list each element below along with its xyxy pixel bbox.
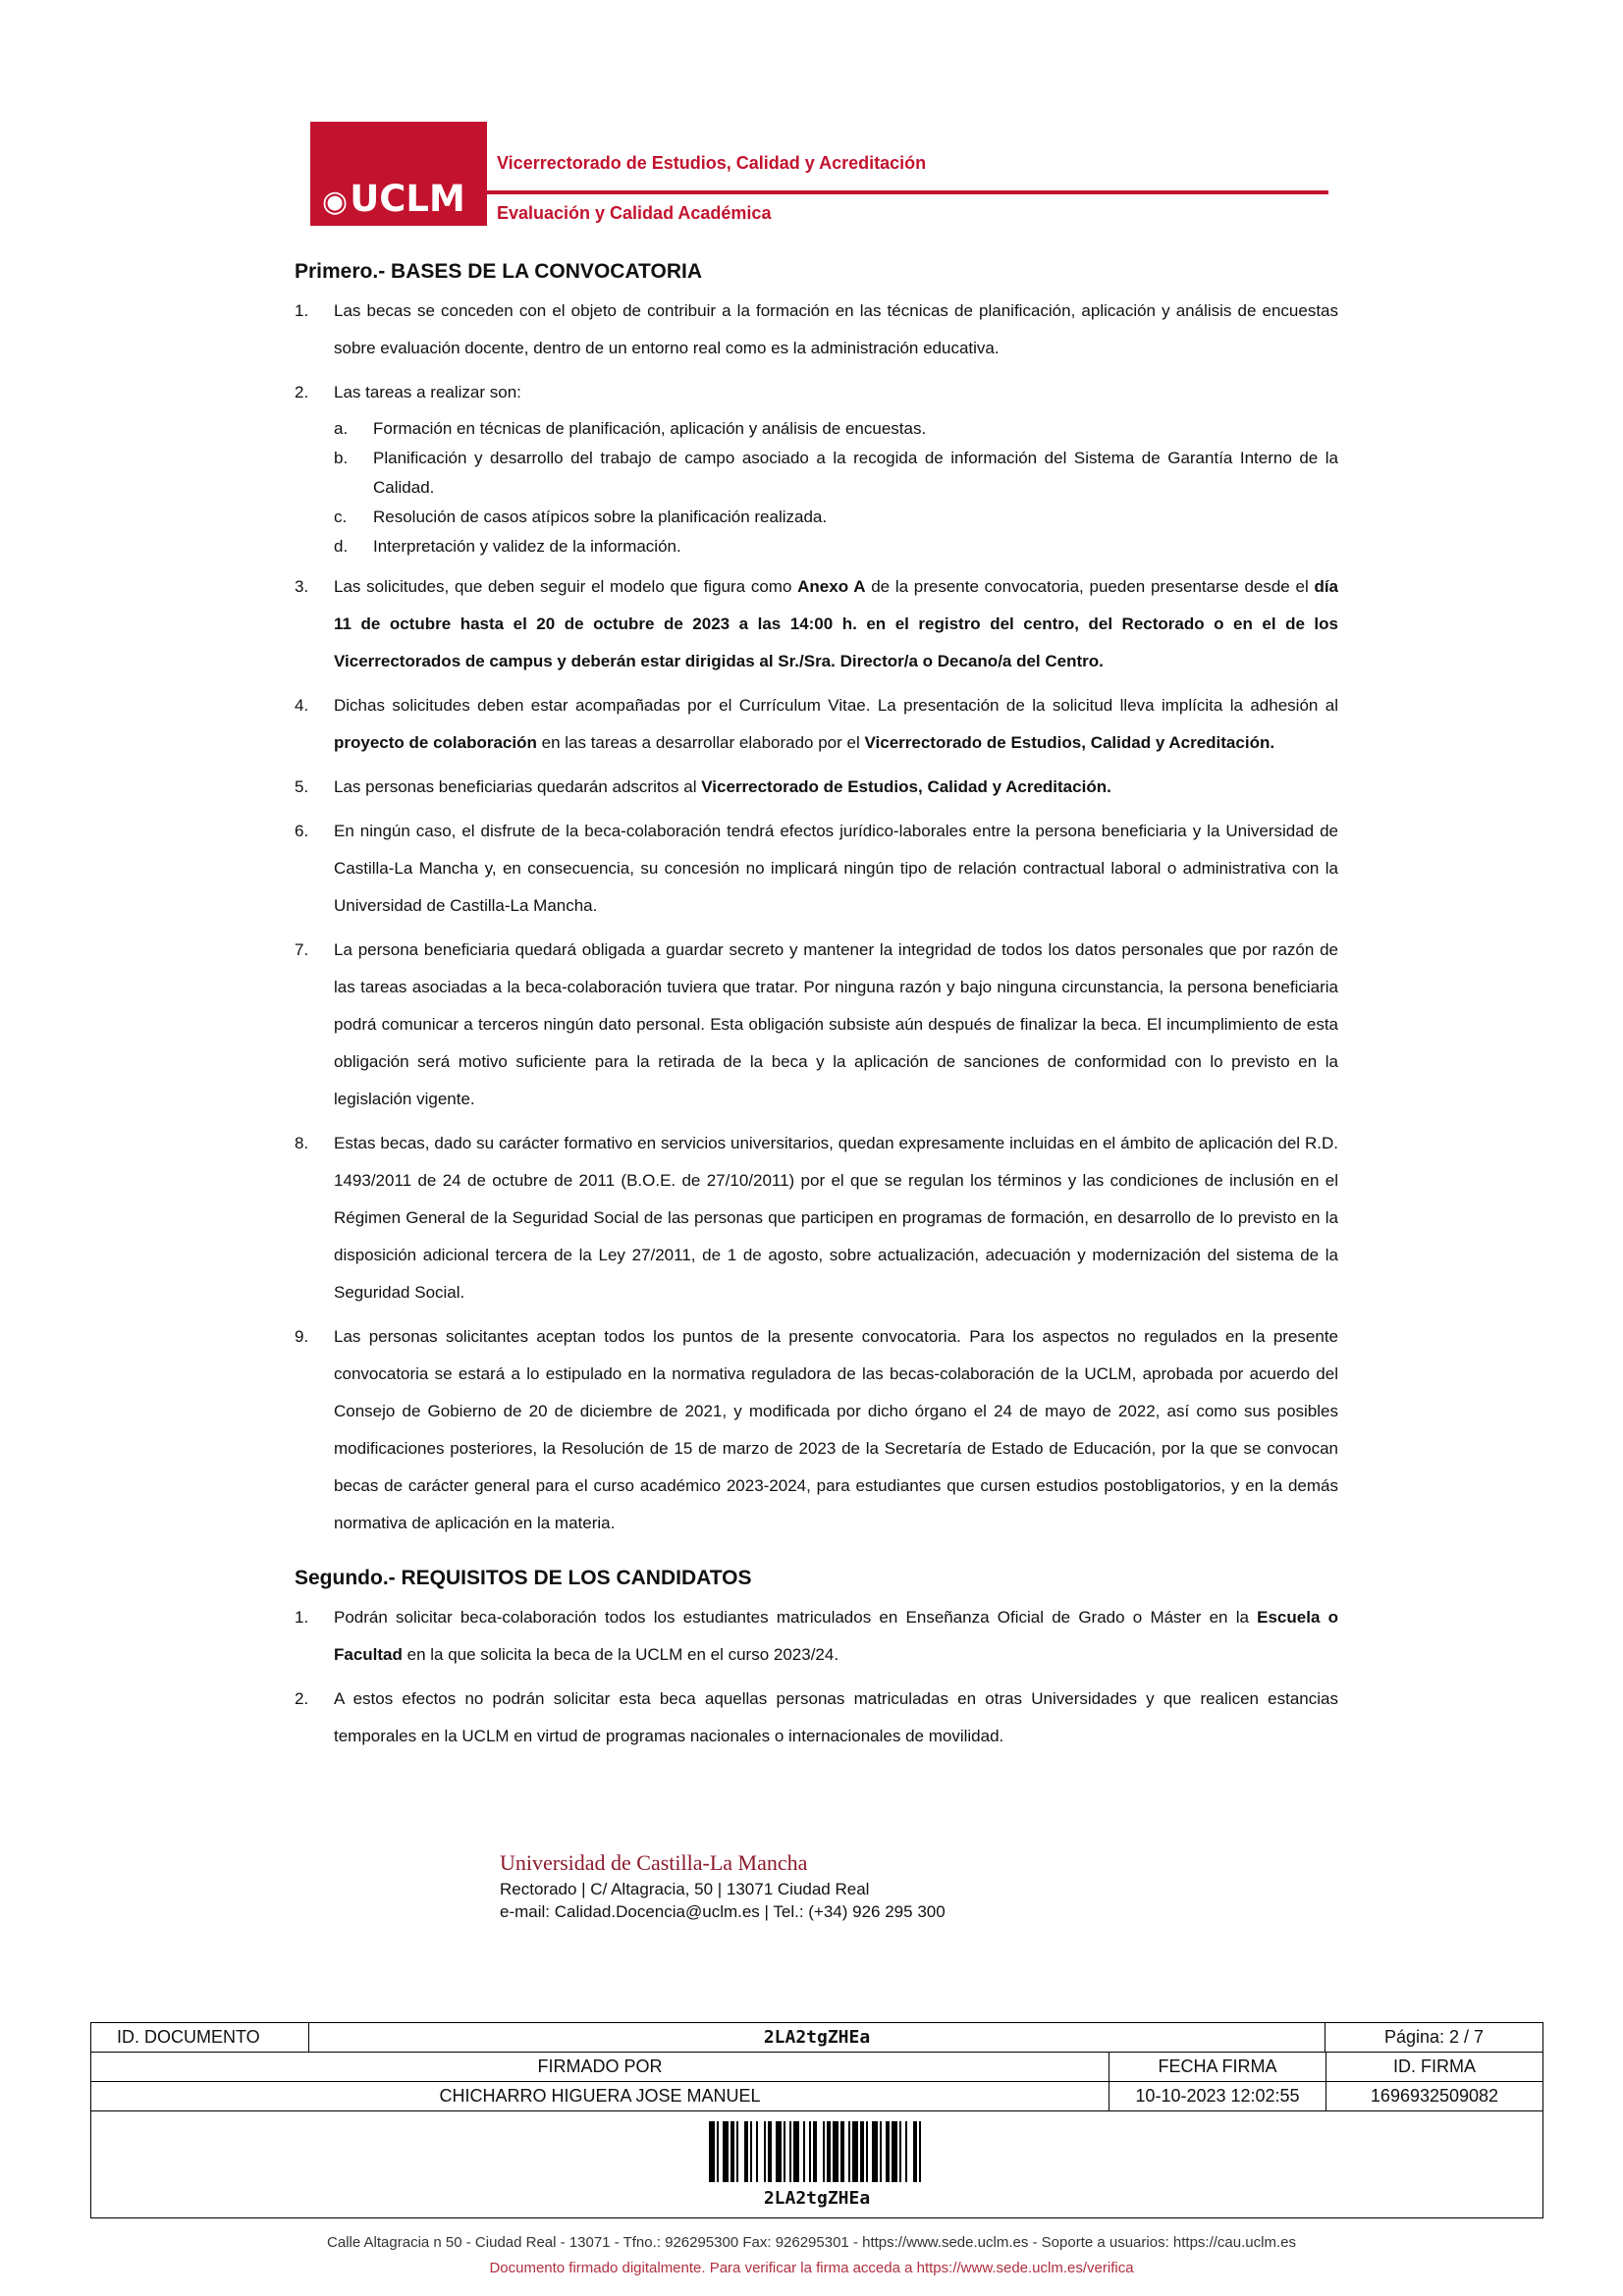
- list-item: [295, 374, 1338, 561]
- item-text: Las becas se conceden con el objeto de contribuir a la formación en las técnicas de planificación, aplicación y análisis de encuestas sobre evaluación docente, dentro de un entorno real como es la administración educativa.: [334, 301, 1338, 357]
- item-text: A estos efectos no podrán solicitar esta beca aquellas personas matriculadas en otras Universidades y que realicen estancias temporales en la UCLM en virtud de programas nacionales o internacionales de movilidad.: [334, 1689, 1338, 1745]
- signature-row-id: [91, 2023, 1542, 2053]
- sub-list: [334, 414, 1338, 561]
- sub-item-text: Interpretación y validez de la información.: [373, 537, 681, 556]
- item-text: En ningún caso, el disfrute de la beca-colaboración tendrá efectos jurídico-laborales entre la persona beneficiaria y la Universidad de Castilla-La Mancha y, en consecuencia, su concesión no implicará ningún tipo de relación contractual laboral o administrativa con la Universidad de Castilla-La Mancha.: [334, 822, 1338, 915]
- item-text: La persona beneficiaria quedará obligada a guardar secreto y mantener la integridad de todos los datos personales que por razón de las tareas asociadas a la beca-colaboración tuviera que tratar. Por ninguna razón y bajo ninguna circunstancia, la persona beneficiaria podrá comunicar a terceros ningún dato personal. Esta obligación subsiste aún después de finalizar la beca. El incumplimiento de esta obligación será motivo suficiente para la retirada de la beca y la aplicación de sanciones de conformidad con lo previsto en la legislación vigente.: [334, 940, 1338, 1108]
- item-text: Las personas beneficiarias quedarán adscritos al: [334, 777, 702, 796]
- sub-list-item: [334, 532, 1338, 561]
- item-number: 8.: [295, 1134, 309, 1152]
- wifi-logo-icon: ◉: [322, 185, 349, 219]
- sign-date-label: FECHA FIRMA: [1109, 2053, 1326, 2081]
- sign-id: 1696932509082: [1370, 2086, 1499, 2106]
- item-text: Estas becas, dado su carácter formativo en servicios universitarios, quedan expresamente incluidas en el ámbito de aplicación del R.D. 1493/2011 de 24 de octubre de 2011 (B.O.E. de 27/10/2011) por el que se regulan los términos y las condiciones de inclusión en el Régimen General de la Seguridad Social de las personas que participen en programas de formación, en desarrollo de lo previsto en la disposición adicional tercera de la Ley 27/2011, de 1 de agosto, sobre actualización, adecuación y modernización del sistema de la Seguridad Social.: [334, 1134, 1338, 1302]
- list-item: [295, 813, 1338, 925]
- bold-text: Anexo A: [797, 577, 866, 596]
- sub-item-text: Formación en técnicas de planificación, aplicación y análisis de encuestas.: [373, 419, 927, 438]
- sign-date: 10-10-2023 12:02:55: [1109, 2082, 1326, 2110]
- footer-address: Rectorado | C/ Altagracia, 50 | 13071 Ciudad Real: [500, 1880, 870, 1898]
- sub-list-item: [334, 444, 1338, 503]
- barcode-text: 2LA2tgZHEa: [763, 2188, 871, 2209]
- bold-text: Vicerrectorado de Estudios, Calidad y Acreditación.: [864, 733, 1275, 752]
- page-indicator: Página: 2 / 7: [1383, 2027, 1485, 2047]
- item-number: 1.: [295, 1608, 309, 1627]
- item-number: 1.: [295, 301, 309, 320]
- signature-row-headers: [91, 2053, 1542, 2082]
- item-text: de la presente convocatoria, pueden presentarse desde el: [865, 577, 1315, 596]
- uclm-logo: [310, 122, 487, 226]
- signed-by-label: FIRMADO POR: [91, 2053, 1109, 2081]
- footer-contact: e-mail: Calidad.Docencia@uclm.es | Tel.: (+34) 926 295 300: [500, 1902, 946, 1921]
- header-divider: [487, 190, 1328, 194]
- id-document-label: ID. DOCUMENTO: [91, 2023, 309, 2052]
- item-text: en las tareas a desarrollar elaborado por el: [536, 733, 865, 752]
- sub-item-letter: b.: [334, 449, 349, 467]
- barcode-area: [91, 2111, 1542, 2217]
- item-number: 2.: [295, 1689, 309, 1708]
- item-text: Las personas solicitantes aceptan todos los puntos de la presente convocatoria. Para los aspectos no regulados en la presente convocatoria se estará a lo estipulado en la normativa reguladora de las becas-colaboración de la UCLM, aprobada por acuerdo del Consejo de Gobierno de 20 de diciembre de 2021, y modificada por dicho órgano el 24 de mayo de 2022, así como sus posibles modificaciones posteriores, la Resolución de 15 de marzo de 2023 de la Secretaría de Estado de Educación, por la que se convocan becas de carácter general para el curso académico 2023-2024, para estudiantes que cursen estudios postobligatorios, y en la demás normativa de aplicación en la materia.: [334, 1327, 1338, 1532]
- item-number: 6.: [295, 822, 309, 840]
- signature-row-values: [91, 2082, 1542, 2111]
- list-item: [295, 769, 1338, 806]
- item-number: 7.: [295, 940, 309, 959]
- bold-text: día 11 de octubre hasta el 20 de octubre de 2023 a las 14:00 h. en el registro del centro, del Rectorado o en el de los Vicerrectorados de campus y deberán estar dirigidas al Sr./Sra. Director/a o Decano/a del Centro.: [334, 577, 1339, 670]
- footer-university: Universidad de Castilla-La Mancha: [500, 1850, 808, 1875]
- list-item: [295, 687, 1338, 762]
- numbered-list: [295, 1599, 1338, 1755]
- item-number: 5.: [295, 777, 309, 796]
- list-item: [295, 568, 1338, 680]
- section-title: Primero.- BASES DE LA CONVOCATORIA: [295, 260, 702, 283]
- header-vicerrectorado: Vicerrectorado de Estudios, Calidad y Acreditación: [497, 153, 927, 173]
- numbered-list: [295, 293, 1338, 1542]
- sub-list-item: [334, 414, 1338, 444]
- item-text: Dichas solicitudes deben estar acompañadas por el Currículum Vitae. La presentación de la solicitud lleva implícita la adhesión al: [334, 696, 1338, 715]
- sub-list-item: [334, 503, 1338, 532]
- item-number: 9.: [295, 1327, 309, 1346]
- list-item: [295, 1318, 1338, 1542]
- id-document-value: 2LA2tgZHEa: [309, 2023, 1325, 2052]
- list-item: [295, 932, 1338, 1118]
- list-item: [295, 1681, 1338, 1755]
- bold-text: Vicerrectorado de Estudios, Calidad y Acreditación.: [701, 777, 1111, 796]
- document-body: [295, 257, 1338, 1777]
- section-title: Segundo.- REQUISITOS DE LOS CANDIDATOS: [295, 1567, 752, 1589]
- bottom-verify-line: Documento firmado digitalmente. Para verificar la firma acceda a https://www.sede.uclm.es/verifica: [489, 2260, 1134, 2276]
- bold-text: Escuela o Facultad: [334, 1608, 1338, 1664]
- bottom-contact-line: Calle Altagracia n 50 - Ciudad Real - 13071 - Tfno.: 926295300 Fax: 926295301 - https://www.sede.uclm.es - Soporte a usuarios: https://cau.uclm.es: [327, 2234, 1296, 2251]
- signer-name: CHICHARRO HIGUERA JOSE MANUEL: [91, 2082, 1109, 2110]
- item-number: 4.: [295, 696, 309, 715]
- item-text: en la que solicita la beca de la UCLM en el curso 2023/24.: [402, 1645, 839, 1664]
- item-text: Las tareas a realizar son:: [334, 383, 521, 401]
- sub-item-letter: a.: [334, 419, 349, 438]
- logo-text: UCLM: [350, 178, 465, 220]
- signature-table: [90, 2022, 1543, 2218]
- list-item: [295, 1125, 1338, 1311]
- item-number: 3.: [295, 577, 309, 596]
- sub-item-text: Planificación y desarrollo del trabajo de campo asociado a la recogida de información del Sistema de Garantía Interno de la Calidad.: [373, 449, 1338, 497]
- sign-id-label: ID. FIRMA: [1393, 2056, 1476, 2076]
- list-item: [295, 1599, 1338, 1674]
- sub-item-letter: c.: [334, 507, 348, 526]
- item-text: Las solicitudes, que deben seguir el modelo que figura como: [334, 577, 798, 596]
- item-number: 2.: [295, 383, 309, 401]
- item-text: Podrán solicitar beca-colaboración todos los estudiantes matriculados en Enseñanza Oficial de Grado o Máster en la: [334, 1608, 1258, 1627]
- header-unit: Evaluación y Calidad Académica: [497, 203, 772, 223]
- barcode-icon: [709, 2121, 925, 2182]
- bold-text: proyecto de colaboración: [334, 733, 537, 752]
- list-item: [295, 293, 1338, 367]
- sub-item-text: Resolución de casos atípicos sobre la planificación realizada.: [373, 507, 828, 526]
- sub-item-letter: d.: [334, 537, 349, 556]
